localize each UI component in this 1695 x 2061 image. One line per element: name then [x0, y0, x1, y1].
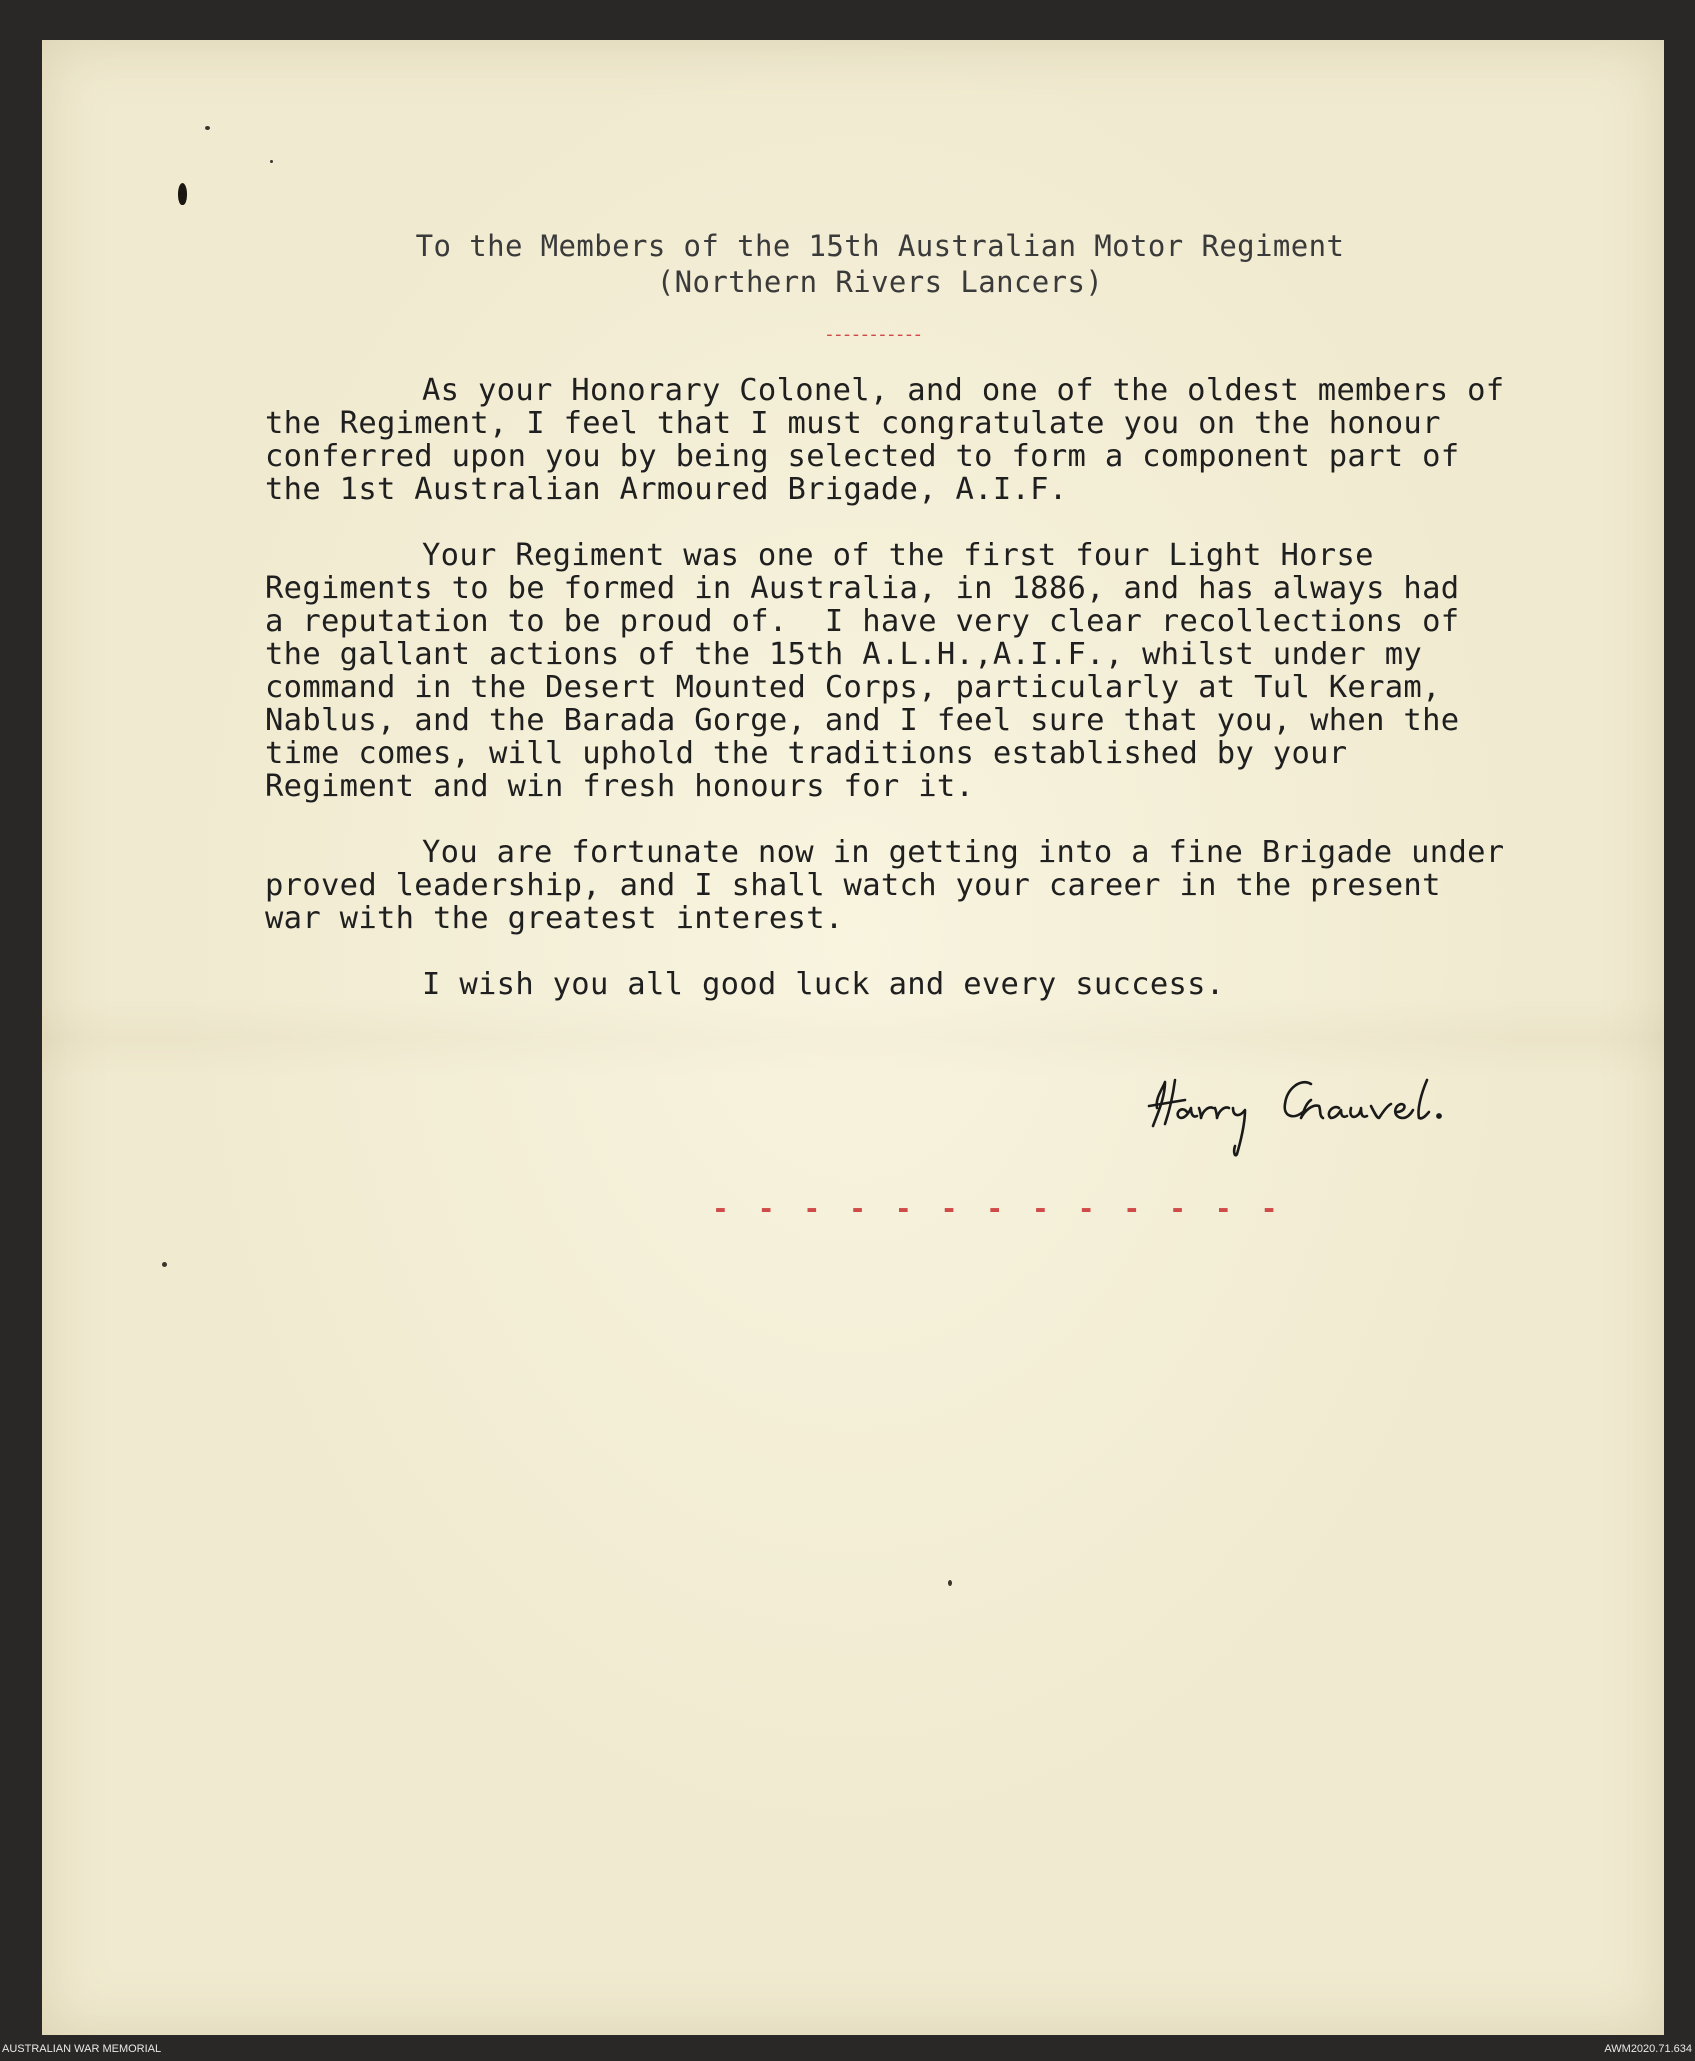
body-line: Your Regiment was one of the first four Light Horse: [422, 538, 1374, 573]
paragraph-1: [265, 374, 1565, 506]
body-line: You are fortunate now in getting into a fine Brigade under: [422, 835, 1505, 870]
letter-body: [265, 374, 1565, 1034]
paragraph-4: [265, 968, 1565, 1001]
body-line: a reputation to be proud of. I have very clear recollections of: [265, 604, 1460, 639]
body-line: proved leadership, and I shall watch your career in the present: [265, 868, 1441, 903]
paper-speck: [162, 1262, 167, 1267]
body-line: I wish you all good luck and every success.: [422, 967, 1225, 1002]
bottom-divider: - - - - - - - - - - - - -: [712, 1192, 1284, 1225]
ink-blot: [178, 183, 187, 205]
top-divider: -----------: [824, 324, 922, 345]
paper-speck: [948, 1580, 952, 1586]
body-line: command in the Desert Mounted Corps, particularly at Tul Keram,: [265, 670, 1441, 705]
body-line: war with the greatest interest.: [265, 901, 844, 936]
body-line: time comes, will uphold the traditions established by your: [265, 736, 1348, 771]
paragraph-3: [265, 836, 1565, 935]
archive-caption: AUSTRALIAN WAR MEMORIAL: [2, 2043, 162, 2055]
body-line: Nablus, and the Barada Gorge, and I feel sure that you, when the: [265, 703, 1460, 738]
body-line: the 1st Australian Armoured Brigade, A.I.F.: [265, 472, 1068, 507]
body-line: As your Honorary Colonel, and one of the oldest members of: [422, 373, 1505, 408]
body-line: the Regiment, I feel that I must congratulate you on the honour: [265, 406, 1441, 441]
catalogue-number: AWM2020.71.634: [1604, 2043, 1692, 2055]
handwritten-signature: [1135, 1060, 1555, 1160]
paragraph-2: [265, 539, 1565, 803]
heading-line-1: To the Members of the 15th Australian Motor Regiment: [415, 229, 1345, 263]
paper-speck: [205, 126, 210, 130]
letter-page: [42, 40, 1664, 2035]
body-line: conferred upon you by being selected to form a component part of: [265, 439, 1460, 474]
body-line: Regiments to be formed in Australia, in 1886, and has always had: [265, 571, 1460, 606]
body-line: the gallant actions of the 15th A.L.H.,A.I.F., whilst under my: [265, 637, 1423, 672]
body-line: Regiment and win fresh honours for it.: [265, 769, 975, 804]
signature-text: Harry Chauvel.: [1135, 1060, 1144, 1061]
heading-line-2: (Northern Rivers Lancers): [656, 265, 1104, 299]
paper-speck: [270, 160, 273, 163]
letter-heading: [330, 228, 1430, 300]
